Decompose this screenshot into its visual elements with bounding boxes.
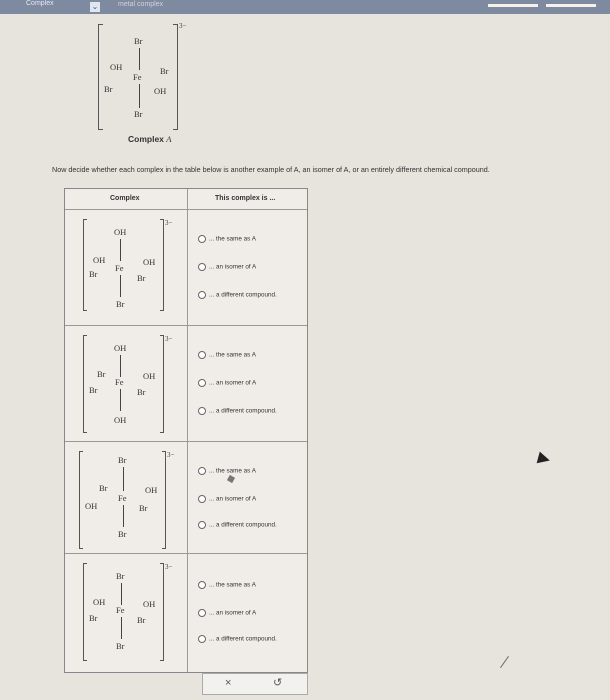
bond-top [123,467,124,491]
metal-center: Fe [118,493,127,503]
ligand-upper-right: OH [143,599,156,609]
bond-bottom [121,617,122,639]
ligand-upper-right: OH [143,257,156,267]
ligand-top: Br [116,571,125,581]
charge-label: 3− [165,219,173,227]
option-different[interactable]: ... a different compound. [198,521,277,529]
option-isomer[interactable]: ... an isomer of A [198,263,256,271]
ligand-left: Br [89,269,98,279]
option-same[interactable]: ... the same as A [198,351,256,359]
bracket-left [98,24,103,130]
complex-a-caption: Complex A [128,134,172,144]
ligand-bottom: Br [116,641,125,651]
bracket-right [162,451,166,549]
clear-icon[interactable]: × [225,677,232,689]
radio-icon[interactable] [198,635,206,643]
bond-top [120,355,121,377]
radio-icon[interactable] [198,581,206,589]
ligand-bottom: OH [114,415,127,425]
header-answer: This complex is ... [215,195,276,202]
ligand-upper-left: OH [93,255,106,265]
bracket-right [160,219,164,311]
top-bar [0,0,610,14]
ligand-top: Br [134,36,143,46]
option-isomer[interactable]: ... an isomer of A [198,609,256,617]
option-different[interactable]: ... a different compound. [198,635,277,643]
option-isomer[interactable]: ... an isomer of A [198,495,256,503]
bond-bottom [123,505,124,527]
ligand-upper-right: OH [145,485,158,495]
radio-icon[interactable] [198,521,206,529]
bracket-left [83,219,87,311]
bracket-left [79,451,83,549]
metal-center: Fe [133,72,142,82]
tab-complex[interactable]: Complex [26,0,54,7]
radio-icon[interactable] [198,379,206,387]
ligand-left: Br [89,613,98,623]
bond-bottom [139,84,140,108]
breadcrumb: metal complex [118,1,164,8]
ligand-right: Br [137,273,146,283]
bracket-right [173,24,178,130]
ligand-upper-left: Br [99,483,108,493]
charge-label: 3− [179,22,187,30]
progress-segment-1 [488,4,538,7]
row-divider [65,553,307,554]
option-isomer[interactable]: ... an isomer of A [198,379,256,387]
progress-segment-2 [546,4,596,7]
charge-label: 3− [167,451,175,459]
bond-top [121,583,122,605]
bracket-left [83,563,87,661]
charge-label: 3− [165,335,173,343]
ligand-upper-right: OH [143,371,156,381]
column-divider [187,189,188,672]
ligand-right: Br [137,387,146,397]
chevron-down-icon[interactable]: ⌄ [91,2,99,11]
radio-icon[interactable] [198,495,206,503]
ligand-bottom: Br [118,529,127,539]
ligand-bottom: Br [134,109,143,119]
ligand-right: OH [154,86,167,96]
option-different[interactable]: ... a different compound. [198,291,277,299]
radio-icon[interactable] [198,407,206,415]
ligand-upper-left: Br [97,369,106,379]
ligand-left: Br [104,84,113,94]
metal-center: Fe [116,605,125,615]
undo-icon[interactable]: ↺ [273,677,283,689]
ligand-top: OH [114,227,127,237]
ligand-top: OH [114,343,127,353]
bond-bottom [120,275,121,297]
instruction-text: Now decide whether each complex in the table below is another example of A, an isomer of A, or an entirely different chemical compound. [52,165,490,174]
ligand-left: Br [89,385,98,395]
bond-top [139,48,140,70]
ligand-upper-right: Br [160,66,169,76]
ligand-top: Br [118,455,127,465]
ligand-right: Br [139,503,148,513]
ligand-upper-left: OH [93,597,106,607]
radio-icon[interactable] [198,291,206,299]
option-same[interactable]: ... the same as A [198,581,256,589]
option-different[interactable]: ... a different compound. [198,407,277,415]
option-same[interactable]: ... the same as A [198,467,256,475]
header-divider [65,209,307,210]
answer-table [64,188,308,673]
radio-icon[interactable] [198,263,206,271]
ligand-bottom: Br [116,299,125,309]
metal-center: Fe [115,377,124,387]
bond-bottom [120,389,121,411]
answer-controls [202,673,308,695]
charge-label: 3− [165,563,173,571]
bond-top [120,239,121,261]
bracket-right [160,563,164,661]
row-divider [65,325,307,326]
bracket-right [160,335,164,433]
option-same[interactable]: ... the same as A [198,235,256,243]
bracket-left [83,335,87,433]
ligand-upper-left: OH [110,62,123,72]
radio-icon[interactable] [198,609,206,617]
radio-icon[interactable] [198,351,206,359]
radio-icon[interactable] [198,235,206,243]
metal-center: Fe [115,263,124,273]
ligand-left: OH [85,501,98,511]
radio-icon[interactable] [198,467,206,475]
header-complex: Complex [110,195,140,202]
row-divider [65,441,307,442]
ligand-right: Br [137,615,146,625]
